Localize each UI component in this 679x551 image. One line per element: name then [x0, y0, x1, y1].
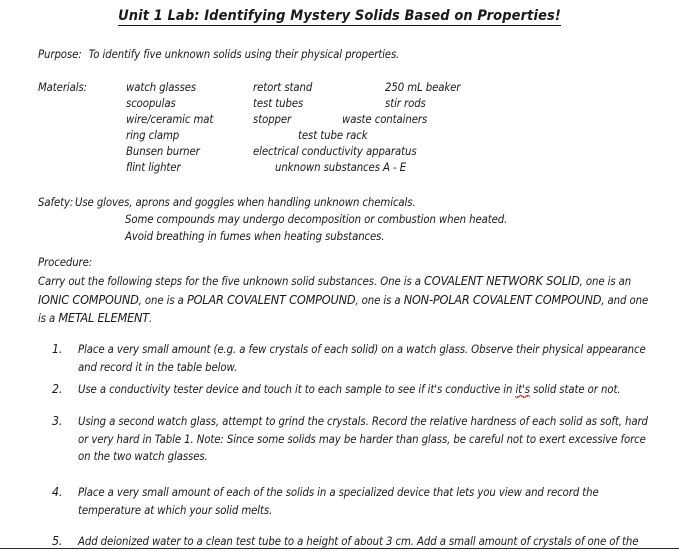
- procedure-step: [52, 484, 652, 519]
- materials-item: scoopulas: [126, 97, 176, 110]
- procedure-step-number: 5.: [52, 534, 63, 548]
- materials-item: 250 mL beaker: [385, 81, 461, 94]
- safety-label: Safety:: [38, 196, 74, 209]
- procedure-step-number: 3.: [52, 414, 63, 428]
- procedure-intro: [38, 272, 650, 328]
- materials-item: stir rods: [385, 97, 426, 110]
- procedure-step: [52, 341, 652, 376]
- procedure-step: [52, 381, 652, 399]
- purpose-line: [38, 48, 399, 61]
- materials-row: [0, 97, 679, 113]
- procedure-step-text: Add deionized water to a clean test tube to a height of about 3 cm. Add a small amount of crystals of one of the: [78, 535, 639, 548]
- procedure-step-number: 2.: [52, 382, 63, 396]
- procedure-intro-text: , one is an: [579, 275, 632, 288]
- materials-row: [0, 129, 679, 145]
- procedure-label: Procedure:: [38, 256, 93, 269]
- purpose-label: Purpose:: [38, 48, 82, 61]
- procedure-intro-emphasis: METAL ELEMENT: [58, 310, 150, 325]
- materials-row: [0, 145, 679, 161]
- procedure-step-text-segment: solid state or not.: [529, 383, 621, 396]
- materials-item: flint lighter: [126, 161, 181, 174]
- procedure-step-text-segment: Use a conductivity tester device and touch it to each sample to see if it's conductive in: [78, 383, 516, 396]
- materials-row: [0, 81, 679, 97]
- materials-item: wire/ceramic mat: [126, 113, 214, 126]
- procedure-intro-text: Carry out the following steps for the five unknown solid substances. One is a: [38, 275, 425, 288]
- page-title-text: Unit 1 Lab: Identifying Mystery Solids Based on Properties!: [118, 8, 561, 24]
- materials-item: stopper: [253, 113, 292, 126]
- safety-item: Use gloves, aprons and goggles when handling unknown chemicals.: [75, 196, 416, 209]
- materials-item: test tube rack: [298, 129, 368, 142]
- materials-item: ring clamp: [126, 129, 180, 142]
- spellcheck-flagged-word[interactable]: it's: [515, 383, 530, 396]
- procedure-step-text: Using a second watch glass, attempt to grind the crystals. Record the relative hardness of each solid as soft, hard or very hard in Table 1. Note: Since some solids may be harder than glass, be careful not to exert excessive force on the two watch glasses.: [78, 415, 648, 463]
- procedure-intro-text: .: [149, 312, 153, 325]
- materials-item: electrical conductivity apparatus: [253, 145, 417, 158]
- procedure-intro-text: , one is a: [138, 293, 187, 307]
- procedure-step-text: [78, 381, 652, 399]
- materials-item: Bunsen burner: [126, 145, 200, 158]
- safety-item: Some compounds may undergo decomposition or combustion when heated.: [125, 213, 508, 226]
- materials-item: unknown substances A - E: [275, 161, 407, 174]
- materials-item: retort stand: [253, 81, 313, 94]
- materials-item: watch glasses: [126, 81, 197, 94]
- procedure-step-text: Place a very small amount of each of the solids in a specialized device that lets you view and record the temperature at which your solid melts.: [78, 486, 599, 517]
- procedure-intro-emphasis: NON-POLAR COVALENT COMPOUND: [403, 291, 602, 307]
- safety-item: Avoid breathing in fumes when heating substances.: [125, 230, 385, 243]
- procedure-intro-emphasis: IONIC COMPOUND: [38, 291, 139, 307]
- page-bottom-rule: [0, 548, 679, 549]
- procedure-step-number: 1.: [52, 342, 63, 356]
- page-title: [0, 8, 679, 24]
- procedure-step-text: Place a very small amount (e.g. a few crystals of each solid) on a watch glass. Observe their physical appearance and record it in the table below.: [78, 343, 646, 374]
- materials-item: waste containers: [342, 113, 428, 126]
- procedure-intro-text: , and one is a: [38, 293, 649, 325]
- procedure-intro-emphasis: COVALENT NETWORK SOLID: [424, 273, 580, 288]
- procedure-step-number: 4.: [52, 485, 63, 499]
- materials-row: [0, 113, 679, 129]
- materials-label: Materials:: [38, 81, 88, 94]
- materials-item: test tubes: [253, 97, 304, 110]
- materials-row: [0, 161, 679, 177]
- procedure-step: [52, 413, 652, 466]
- purpose-text: To identify five unknown solids using their physical properties.: [88, 48, 400, 61]
- procedure-intro-emphasis: POLAR COVALENT COMPOUND: [186, 291, 356, 307]
- procedure-intro-text: , one is a: [355, 293, 404, 307]
